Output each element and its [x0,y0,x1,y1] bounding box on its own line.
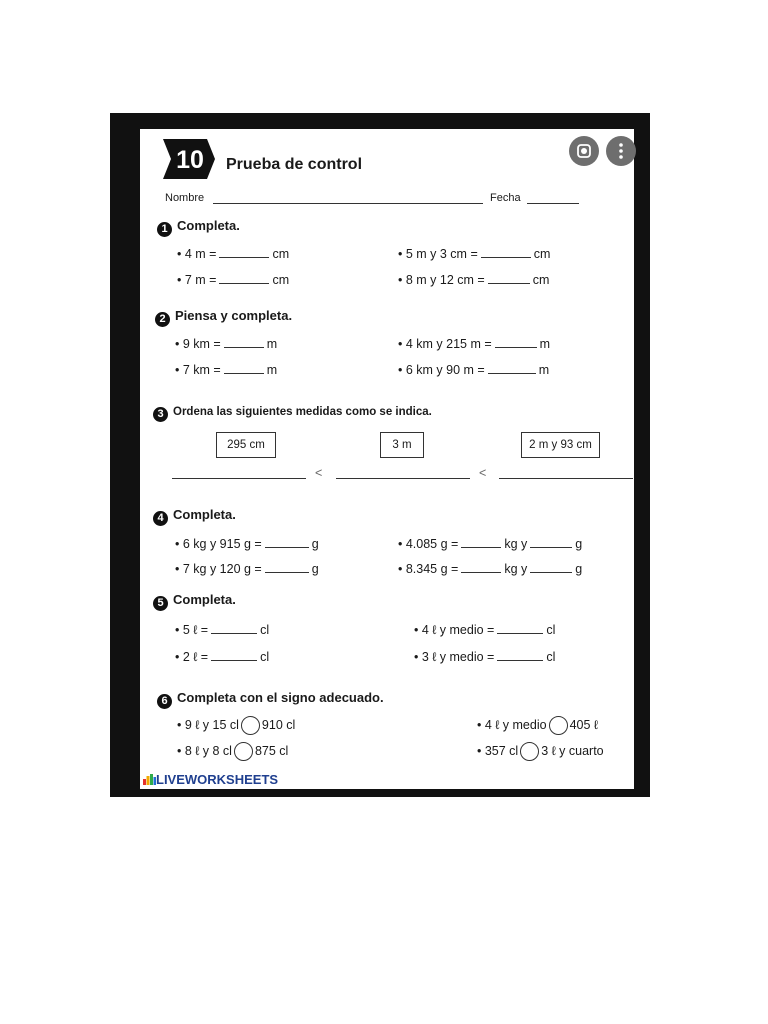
answer-blank[interactable] [481,247,531,258]
lesson-number: 10 [176,146,204,174]
more-options-icon[interactable] [606,136,636,166]
answer-blank[interactable] [211,623,257,634]
answer-blank[interactable] [495,337,537,348]
exercise-item: • 7 kg y 120 g = g [175,562,319,576]
exercise-item: • 4 km y 215 m = m [398,337,551,351]
answer-blank[interactable] [497,623,543,634]
logo-bars-icon [143,774,156,785]
measure-box: 3 m [380,432,424,458]
section-number: 1 [157,222,172,237]
exercise-item: • 7 m = cm [177,273,290,287]
exercise-item: • 6 kg y 915 g = g [175,537,319,551]
compare-item: • 8 ℓ y 8 cl 875 cl [177,742,288,761]
exercise-item: • 4.085 g = kg y g [398,537,583,551]
section-title: Completa. [173,507,236,522]
sign-circle[interactable] [520,742,539,761]
section-title: Piensa y completa. [175,308,293,323]
section-number: 2 [155,312,170,327]
answer-blank[interactable] [224,363,264,374]
exercise-item: • 7 km = m [175,363,278,377]
liveworksheets-logo[interactable] [143,772,278,787]
answer-blank[interactable] [488,273,530,284]
page-title: Prueba de control [226,156,363,173]
section-title: Completa con el signo adecuado. [177,690,384,705]
section-title: Completa. [173,592,236,607]
section-2-heading [155,308,292,327]
exercise-item: • 9 km = m [175,337,278,351]
section-1-heading [157,218,240,237]
exercise-item: • 6 km y 90 m = m [398,363,550,377]
exercise-item: • 2 ℓ = cl [175,650,270,664]
logo-text: LIVEWORKSHEETS [156,772,279,787]
answer-blank[interactable] [211,650,257,661]
answer-blank[interactable] [497,650,543,661]
section-number: 4 [153,511,168,526]
compare-item: • 357 cl 3 ℓ y cuarto [477,742,604,761]
section-3-heading [153,406,432,422]
exercise-item: • 5 m y 3 cm = cm [398,247,551,261]
order-blank[interactable] [172,478,306,479]
sign-circle[interactable] [549,716,568,735]
order-blank[interactable] [499,478,633,479]
answer-blank[interactable] [488,363,536,374]
sign-circle[interactable] [234,742,253,761]
exercise-item: • 5 ℓ = cl [175,623,270,637]
compare-item: • 4 ℓ y medio 405 ℓ [477,716,598,735]
answer-blank[interactable] [530,562,572,573]
answer-blank[interactable] [461,562,501,573]
less-than-sign: < [315,466,323,480]
section-title: Completa. [177,218,240,233]
compare-item: • 9 ℓ y 15 cl 910 cl [177,716,295,735]
exercise-item: • 4 m = cm [177,247,290,261]
exercise-item: • 4 ℓ y medio = cl [414,623,556,637]
section-6-heading [157,690,384,709]
section-number: 5 [153,596,168,611]
sign-circle[interactable] [241,716,260,735]
exercise-item: • 8.345 g = kg y g [398,562,583,576]
section-5-heading [153,592,236,611]
section-title: Ordena las siguientes medidas como se indica. [173,406,432,418]
lesson-number-badge [163,139,215,179]
answer-blank[interactable] [265,537,309,548]
nombre-label: Nombre [165,192,205,204]
answer-blank[interactable] [219,247,269,258]
exercise-item: • 8 m y 12 cm = cm [398,273,550,287]
measure-box: 2 m y 93 cm [521,432,600,458]
answer-blank[interactable] [224,337,264,348]
section-number: 6 [157,694,172,709]
answer-blank[interactable] [530,537,572,548]
fecha-label: Fecha [490,192,521,204]
section-number: 3 [153,407,168,422]
less-than-sign: < [479,466,487,480]
nombre-field[interactable] [213,203,483,204]
answer-blank[interactable] [461,537,501,548]
answer-blank[interactable] [265,562,309,573]
fecha-field[interactable] [527,203,579,204]
exercise-item: • 3 ℓ y medio = cl [414,650,556,664]
answer-blank[interactable] [219,273,269,284]
section-4-heading [153,507,236,526]
lens-icon[interactable] [569,136,599,166]
order-blank[interactable] [336,478,470,479]
measure-box: 295 cm [216,432,276,458]
